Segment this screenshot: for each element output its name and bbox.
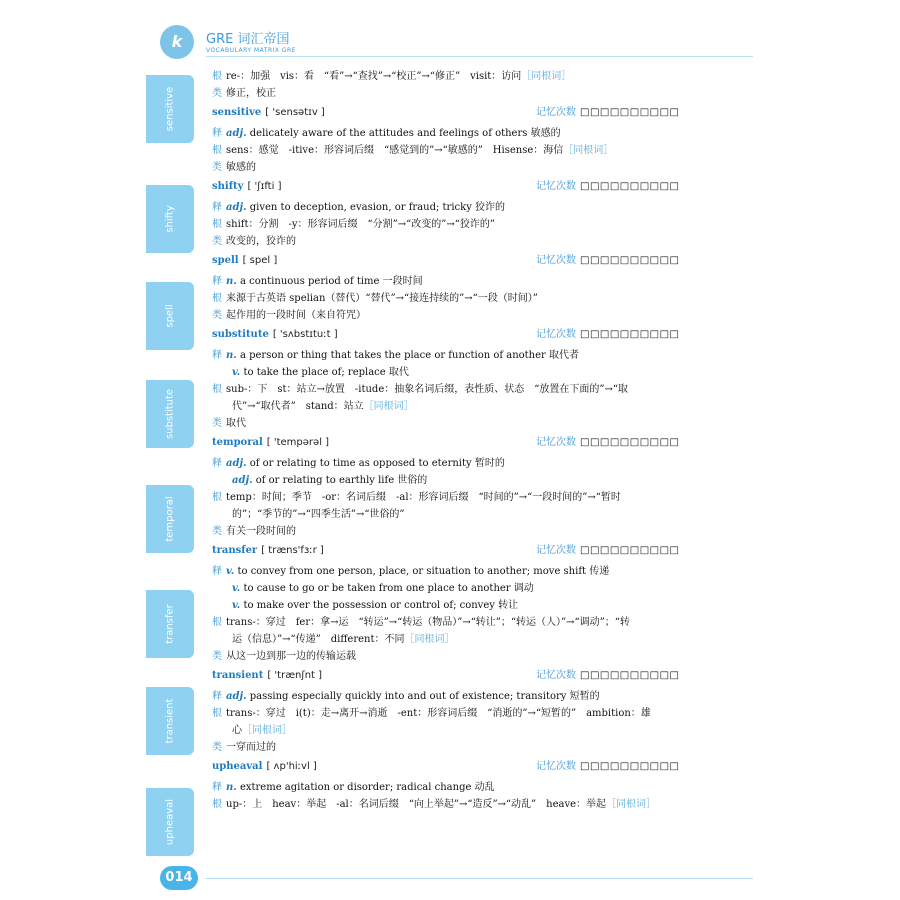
definition-text: extreme agitation or disorder; radical change 动乱	[239, 782, 495, 793]
root-line	[212, 614, 712, 631]
root-text: 心	[232, 725, 242, 736]
side-tab-transfer[interactable]	[146, 590, 194, 658]
class-line	[212, 415, 712, 432]
side-tab-label: upheaval	[164, 798, 176, 846]
entry-header	[212, 104, 712, 125]
class-text: 敏感的	[226, 162, 256, 173]
class-line	[212, 159, 712, 176]
root-text: trans-：穿过 i(t)：走→离开→消逝 -ent：形容词后缀 “消逝的”→“短暂的” ambition：雄	[226, 708, 651, 719]
headword: upheaval	[212, 761, 263, 772]
cognate-ref[interactable]: ［同根词］	[363, 401, 414, 412]
definition-text: given to deception, evasion, or fraud; tricky 狡诈的	[249, 202, 506, 213]
part-of-speech: v.	[232, 583, 241, 594]
definition-line	[212, 125, 712, 142]
side-tab-shifty[interactable]	[146, 185, 194, 253]
part-of-speech: v.	[226, 566, 235, 577]
pronunciation: [ 'tempərəl ]	[266, 437, 330, 448]
class-text: 改变的，狡诈的	[226, 236, 296, 247]
definition-line	[212, 580, 712, 597]
part-of-speech: adj.	[226, 202, 247, 213]
definition-text: to take the place of; replace 取代	[243, 367, 409, 378]
definition-line	[212, 199, 712, 216]
root-text: up-：上 heav：举起 -al：名词后缀 “向上举起”→“造反”→“动乱” heave：举起	[226, 799, 607, 810]
memory-count	[536, 758, 679, 775]
memory-count-label: 记忆次数	[536, 545, 576, 556]
memory-count	[536, 326, 679, 343]
entry-header	[212, 434, 712, 455]
root-line	[212, 216, 712, 233]
definition-label: 释	[212, 202, 222, 213]
definition-text: of or relating to time as opposed to eternity 暂时的	[249, 458, 505, 469]
root-label: 根	[212, 219, 222, 230]
side-tab-transient[interactable]	[146, 687, 194, 755]
book-logo-icon: k	[160, 25, 194, 59]
class-label: 类	[212, 651, 222, 662]
footer-rule	[205, 878, 753, 879]
class-label: 类	[212, 742, 222, 753]
root-text: sub-：下 st：站立→放置 -itude：抽象名词后缀，表性质、状态 “放置在下面的”→“取	[226, 384, 628, 395]
root-text: shift：分割 -y：形容词后缀 “分割”→“改变的”→“狡诈的”	[226, 219, 495, 230]
class-label: 类	[212, 88, 222, 99]
word-entry	[212, 178, 712, 250]
entry-header	[212, 542, 712, 563]
definition-label: 释	[212, 691, 222, 702]
part-of-speech: adj.	[226, 691, 247, 702]
pronunciation: [ ʌp'hiːvl ]	[266, 761, 317, 772]
pronunciation: [ 'trænʃnt ]	[267, 670, 323, 681]
part-of-speech: n.	[226, 782, 237, 793]
cognate-ref[interactable]: ［同根词］	[404, 634, 455, 645]
memory-checkboxes[interactable]: □□□□□□□□□□	[580, 761, 680, 772]
page-header	[150, 20, 755, 68]
root-label: 根	[212, 492, 222, 503]
pronunciation: [ 'sʌbstɪtuːt ]	[272, 329, 338, 340]
side-tab-label: transient	[164, 698, 176, 744]
headword: substitute	[212, 329, 269, 340]
memory-count	[536, 434, 679, 451]
headword: transfer	[212, 545, 258, 556]
cognate-ref-label: 同根词	[414, 634, 445, 645]
cognate-ref[interactable]: ［同根词］	[563, 145, 614, 156]
memory-count-label: 记忆次数	[536, 329, 576, 340]
cognate-ref-label: 同根词	[616, 799, 647, 810]
root-label: 根	[212, 799, 222, 810]
cognate-ref-label: 同根词	[373, 401, 404, 412]
root-text: sens：感觉 -itive：形容词后缀 “感觉到的”→“敏感的” Hisense：海信	[226, 145, 564, 156]
definition-line	[212, 779, 712, 796]
root-text: temp：时间；季节 -or：名词后缀 -al：形容词后缀 “时间的”→“一段时间的”→“暂时	[226, 492, 621, 503]
word-entry	[212, 434, 712, 540]
class-line	[212, 648, 712, 665]
headword: sensitive	[212, 107, 262, 118]
definition-line	[212, 347, 712, 364]
part-of-speech: v.	[232, 600, 241, 611]
definition-line	[212, 688, 712, 705]
root-line	[212, 506, 712, 523]
class-label: 类	[212, 526, 222, 537]
memory-count	[536, 542, 679, 559]
side-tab-spell[interactable]	[146, 282, 194, 350]
memory-checkboxes[interactable]: □□□□□□□□□□	[580, 329, 680, 340]
definition-line	[212, 273, 712, 290]
memory-count	[536, 104, 679, 121]
word-entry	[212, 542, 712, 665]
side-tab-label: temporal	[164, 496, 176, 542]
class-line	[212, 307, 712, 324]
definition-text: to convey from one person, place, or situation to another; move shift 传递	[237, 566, 610, 577]
class-label: 类	[212, 310, 222, 321]
definition-label: 释	[212, 128, 222, 139]
class-label: 类	[212, 418, 222, 429]
part-of-speech: v.	[232, 367, 241, 378]
header-rule	[206, 56, 753, 57]
memory-count-label: 记忆次数	[536, 181, 576, 192]
side-tab-label: transfer	[164, 604, 176, 644]
side-tab-upheaval[interactable]	[146, 788, 194, 856]
memory-count-label: 记忆次数	[536, 255, 576, 266]
part-of-speech: n.	[226, 276, 237, 287]
side-tab-label: sensitive	[164, 86, 176, 132]
root-text: 的”；“季节的”→“四季生活”→“世俗的”	[232, 509, 405, 520]
prev-class-line	[212, 85, 712, 102]
root-label: 根	[212, 71, 222, 82]
root-line	[212, 381, 712, 398]
memory-checkboxes[interactable]: □□□□□□□□□□	[580, 255, 680, 266]
root-line	[212, 796, 712, 813]
root-label: 根	[212, 384, 222, 395]
definition-line	[212, 597, 712, 614]
part-of-speech: n.	[226, 350, 237, 361]
word-entry	[212, 758, 712, 813]
page-number: 014	[160, 866, 198, 890]
memory-count	[536, 252, 679, 269]
cognate-ref[interactable]: ［同根词］	[606, 799, 657, 810]
prev-root-text: re-：加强 vis：看 “看”→“查找”→“校正”→“修正” visit：访问	[226, 71, 522, 82]
definition-label: 释	[212, 782, 222, 793]
memory-checkboxes[interactable]: □□□□□□□□□□	[580, 107, 680, 118]
definition-label: 释	[212, 350, 222, 361]
definition-text: a person or thing that takes the place or function of another 取代者	[239, 350, 580, 361]
root-label: 根	[212, 293, 222, 304]
memory-count-label: 记忆次数	[536, 437, 576, 448]
root-line	[212, 722, 712, 739]
book-title: GRE 词汇帝国	[206, 32, 290, 47]
cognate-ref-label: 同根词	[573, 145, 604, 156]
definition-text: to cause to go or be taken from one place to another 调动	[243, 583, 534, 594]
word-entry	[212, 252, 712, 324]
class-label: 类	[212, 162, 222, 173]
cognate-ref[interactable]: ［同根词］	[242, 725, 292, 736]
root-text: 来源于古英语 spelian（替代）“替代”→“接连持续的”→“一段（时间）”	[226, 293, 538, 304]
word-entry	[212, 326, 712, 432]
entry-header	[212, 326, 712, 347]
prev-class-text: 修正，校正	[226, 88, 276, 99]
memory-checkboxes[interactable]: □□□□□□□□□□	[580, 545, 680, 556]
word-list	[212, 68, 712, 815]
headword: shifty	[212, 181, 244, 192]
definition-text: a continuous period of time 一段时间	[239, 276, 423, 287]
definition-line	[212, 455, 712, 472]
side-tabs	[146, 70, 194, 870]
class-text: 起作用的一段时间（来自符咒）	[226, 310, 366, 321]
memory-count	[536, 178, 679, 195]
entry-header	[212, 252, 712, 273]
entry-header	[212, 667, 712, 688]
side-tab-label: substitute	[164, 388, 176, 440]
pronunciation: [ spel ]	[242, 255, 278, 266]
root-text: 运（信息）”→“传递” different：不同	[232, 634, 405, 645]
root-line	[212, 489, 712, 506]
word-entry	[212, 104, 712, 176]
side-tab-sensitive[interactable]	[146, 75, 194, 143]
book-subtitle: VOCABULARY MATRIX GRE	[206, 47, 297, 54]
class-text: 一穿而过的	[226, 742, 276, 753]
pronunciation: [ 'ʃɪfti ]	[247, 181, 282, 192]
entry-header	[212, 178, 712, 199]
class-line	[212, 523, 712, 540]
root-line	[212, 398, 712, 415]
definition-line	[212, 472, 712, 489]
definition-line	[212, 563, 712, 580]
class-text: 从这一边到那一边的传输运载	[226, 651, 356, 662]
memory-checkboxes[interactable]: □□□□□□□□□□	[580, 437, 680, 448]
word-entry	[212, 667, 712, 756]
class-line	[212, 739, 712, 756]
memory-count	[536, 667, 679, 684]
memory-count-label: 记忆次数	[536, 670, 576, 681]
pronunciation: [ 'sensətɪv ]	[265, 107, 325, 118]
headword: transient	[212, 670, 264, 681]
side-tab-label: spell	[164, 304, 176, 328]
entry-header	[212, 758, 712, 779]
side-tab-temporal[interactable]	[146, 485, 194, 553]
definition-line	[212, 364, 712, 381]
memory-checkboxes[interactable]: □□□□□□□□□□	[580, 181, 680, 192]
root-label: 根	[212, 617, 222, 628]
headword: temporal	[212, 437, 263, 448]
pronunciation: [ træns'fɜːr ]	[261, 545, 324, 556]
definition-text: to make over the possession or control of; convey 转让	[243, 600, 519, 611]
root-text: 代”→“取代者” stand：站立	[232, 401, 364, 412]
root-line	[212, 705, 712, 722]
part-of-speech: adj.	[232, 475, 253, 486]
definition-label: 释	[212, 458, 222, 469]
memory-count-label: 记忆次数	[536, 107, 576, 118]
root-line	[212, 631, 712, 648]
memory-count-label: 记忆次数	[536, 761, 576, 772]
prev-root-ref[interactable]: ［同根词］	[521, 71, 572, 82]
side-tab-substitute[interactable]	[146, 380, 194, 448]
definition-label: 释	[212, 566, 222, 577]
cognate-ref-label: 同根词	[252, 725, 282, 736]
definition-text: of or relating to earthly life 世俗的	[255, 475, 428, 486]
part-of-speech: adj.	[226, 458, 247, 469]
definition-text: delicately aware of the attitudes and feelings of others 敏感的	[249, 128, 561, 139]
definition-label: 释	[212, 276, 222, 287]
class-label: 类	[212, 236, 222, 247]
part-of-speech: adj.	[226, 128, 247, 139]
headword: spell	[212, 255, 239, 266]
root-line	[212, 142, 712, 159]
memory-checkboxes[interactable]: □□□□□□□□□□	[580, 670, 680, 681]
definition-text: passing especially quickly into and out of existence; transitory 短暂的	[249, 691, 600, 702]
class-line	[212, 233, 712, 250]
class-text: 有关一段时间的	[226, 526, 296, 537]
root-line	[212, 290, 712, 307]
root-label: 根	[212, 145, 222, 156]
root-label: 根	[212, 708, 222, 719]
side-tab-label: shifty	[164, 205, 176, 233]
root-text: trans-：穿过 fer：拿→运 “转运”→“转运（物品）”→“转让”；“转运（人）”→“调动”；“转	[226, 617, 630, 628]
prev-root-line	[212, 68, 712, 85]
class-text: 取代	[226, 418, 246, 429]
